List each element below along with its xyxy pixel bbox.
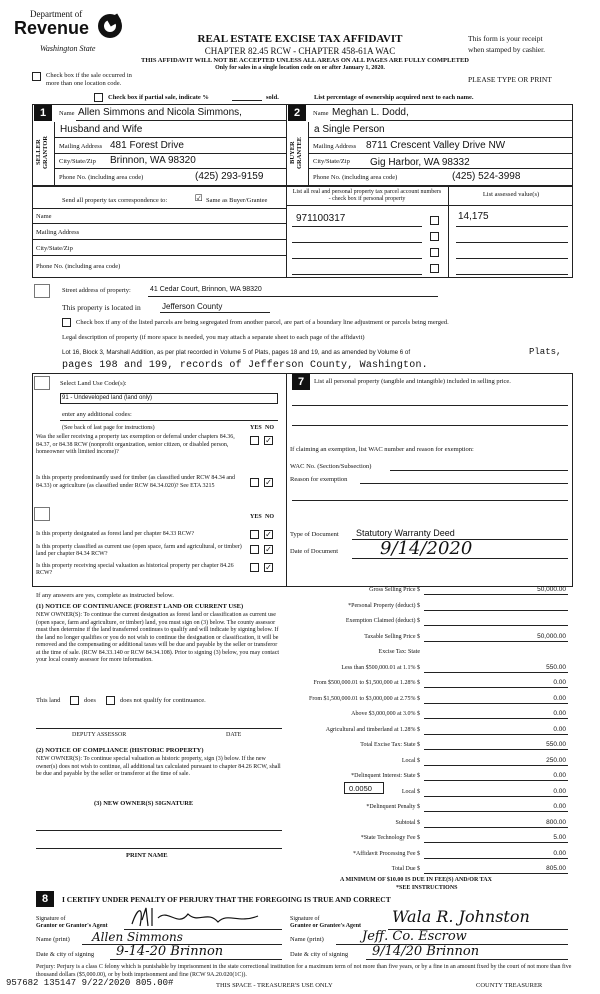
buyer-phone[interactable]: (425) 524-3998: [452, 171, 521, 182]
no-header: NO: [265, 425, 274, 431]
does-not-label: does not qualify for continuance.: [120, 697, 206, 704]
notice-2-title: (2) NOTICE OF COMPLIANCE (HISTORIC PROPERTY): [36, 747, 204, 754]
question-3: Is this property designated as forest land per chapter 84.33 RCW?: [36, 531, 195, 537]
receipt-note-2: when stamped by cashier.: [468, 45, 546, 54]
same-as-buyer-label: Same as Buyer/Grantee: [206, 197, 268, 204]
select-land-use-label: Select Land Use Code(s):: [60, 380, 127, 387]
dept-line3: Washington State: [40, 44, 96, 53]
tax-row-value[interactable]: 550.00: [546, 663, 566, 671]
correspondence-send-label: Send all property tax correspondence to:: [62, 197, 168, 204]
grantee-sig-label-2: Grantee or Grantee's Agent: [290, 923, 362, 929]
tax-row-value[interactable]: 800.00: [546, 818, 566, 826]
tax-row-label: From $500,000.01 to $1,500,000 at 1.28% $: [313, 680, 420, 686]
tax-row-value[interactable]: 0.00: [553, 725, 566, 733]
section-5-marker: [34, 376, 50, 390]
question-5: Is this property receiving special valuation as historical property per chapter 84.26 RCW?: [36, 563, 234, 576]
seller-city-label: City/State/Zip: [59, 158, 96, 165]
tax-row-value[interactable]: 0.00: [553, 710, 566, 717]
grantee-signature[interactable]: Wala R. Johnston: [392, 907, 530, 926]
notice-1-title: (1) NOTICE OF CONTINUANCE (FOREST LAND OR CURRENT USE): [36, 603, 244, 610]
doc-date[interactable]: 9/14/2020: [380, 538, 473, 559]
ownership-label: List percentage of ownership acquired next to each name.: [314, 94, 474, 101]
tax-row-value[interactable]: 550.00: [546, 741, 566, 748]
form-subtitle: CHAPTER 82.45 RCW - CHAPTER 458-61A WAC: [204, 46, 396, 56]
grantor-date-label: Date & city of signing: [36, 951, 95, 958]
segregated-checkbox[interactable]: [62, 318, 71, 327]
treasurer-use-label: THIS SPACE - TREASURER'S USE ONLY: [216, 982, 333, 989]
question-2: Is this property predominantly used for timber (as classified under RCW 84.34 and 84.33) or agriculture (as classified under RCW 84.34.020)? See ETA 3215: [36, 475, 236, 489]
seller-name-label: Name: [59, 110, 75, 117]
doc-type[interactable]: Statutory Warranty Deed: [356, 528, 455, 538]
certify-title: I CERTIFY UNDER PENALTY OF PERJURY THAT THE FOREGOING IS TRUE AND CORRECT: [62, 895, 391, 904]
assessed-header: List assessed value(s): [482, 191, 540, 198]
tax-row-value[interactable]: 0.00: [553, 694, 566, 702]
question-4: Is this property classified as current use (open space, farm and agricultural, or timber) land per chapter 84.34 RCW?: [36, 544, 242, 557]
tax-row-label: *Affidavit Processing Fee $: [352, 850, 420, 857]
grantor-name[interactable]: Allen Simmons: [92, 930, 183, 944]
sales-note: Only for sales in a single location code on or after January 1, 2020.: [215, 65, 385, 71]
grantor-name-label: Name (print): [36, 936, 70, 943]
q4-yes-checkbox[interactable]: [250, 545, 259, 554]
grantee-name-label: Name (print): [290, 936, 324, 943]
tax-row-label: *Personal Property (deduct) $: [348, 602, 420, 609]
question-1: Was the seller receiving a property tax exemption or deferral under chapters 84.36, 84.37, or 84.38 RCW (nonprofit organization, senior citizen, or disabled person, homeowner with limited income)?: [36, 434, 235, 455]
grantee-date[interactable]: 9/14/20 Brinnon: [372, 944, 480, 959]
q5-no-checkbox[interactable]: ✓: [265, 563, 272, 572]
tax-row-value[interactable]: 0.00: [553, 803, 566, 810]
partial-sale-label: Check box if partial sale, indicate %: [108, 94, 209, 101]
buyer-city[interactable]: Gig Harbor, WA 98332: [370, 157, 470, 168]
land-use-code[interactable]: 91 - Undeveloped land (land only): [62, 395, 153, 401]
grantor-signature[interactable]: [128, 904, 268, 930]
minimum-note: A MINIMUM OF $10.00 IS DUE IN FEE(S) AND/OR TAX: [340, 877, 492, 883]
dept-line1: Department of: [30, 9, 83, 19]
deputy-assessor-label: DEPUTY ASSESSOR: [72, 732, 127, 738]
tax-row-value[interactable]: 250.00: [546, 756, 566, 764]
tax-row-label: Agricultural and timberland at 1.28% $: [325, 726, 420, 733]
see-back-label: (See back of last page for instructions): [62, 425, 155, 431]
street-address[interactable]: 41 Cedar Court, Brinnon, WA 98320: [150, 286, 262, 293]
buyer-name-line2[interactable]: a Single Person: [314, 124, 385, 135]
tax-row-value[interactable]: 0.00: [553, 787, 566, 795]
local-rate[interactable]: 0.0050: [349, 784, 372, 793]
section-8-badge: 8: [36, 891, 54, 907]
doc-date-label: Date of Document: [290, 548, 339, 555]
buyer-address-label: Mailing Address: [313, 143, 357, 150]
legal-label: Legal description of property (if more space is needed, you may attach a separate sheet to each page of the affidavit): [62, 334, 365, 341]
see-instructions: *SEE INSTRUCTIONS: [396, 885, 458, 891]
buyer-address[interactable]: 8711 Crescent Valley Drive NW: [366, 140, 506, 151]
tax-row-label: Total Excise Tax: State $: [360, 742, 420, 748]
grantor-date[interactable]: 9-14-20 Brinnon: [116, 944, 224, 959]
yes-header-2: YES: [250, 514, 262, 520]
additional-codes-label: enter any additional codes:: [62, 411, 132, 418]
receipt-note-1: This form is your receipt: [468, 34, 543, 43]
seller-name-line1[interactable]: Allen Simmons and Nicola Simmons,: [78, 107, 242, 118]
new-owner-sig-label: (3) NEW OWNER(S) SIGNATURE: [94, 800, 194, 807]
no-header-2: NO: [265, 514, 274, 520]
q1-no-checkbox[interactable]: ✓: [265, 436, 272, 445]
seller-address[interactable]: 481 Forest Drive: [110, 140, 184, 151]
seller-phone[interactable]: (425) 293-9159: [195, 171, 264, 182]
parcel-header: List all real and personal property tax parcel account numbers - check box if personal property: [292, 189, 442, 202]
tax-row-label: Taxable Selling Price $: [364, 633, 420, 640]
county-treasurer-label: COUNTY TREASURER: [476, 982, 543, 989]
parcel-number[interactable]: 971100317: [296, 213, 346, 224]
grantor-sig-label-2: Grantor or Grantor's Agent: [36, 923, 108, 929]
seller-phone-label: Phone No. (including area code): [59, 174, 144, 181]
located-label: This property is located in: [62, 303, 141, 312]
q2-no-checkbox[interactable]: ✓: [265, 478, 272, 487]
grantor-sig-label-1: Signature of: [36, 916, 66, 922]
legal-line1a[interactable]: Lot 16, Block 3, Marshall Addition, as per plat recorded in Volume 5 of Plats, pages 18 and 19, and as amended by Volume 6 of: [62, 349, 411, 356]
does-not-checkbox[interactable]: [106, 696, 115, 705]
buyer-side-label: BUYER GRANTEE: [289, 136, 303, 169]
tax-row-value[interactable]: 50,000.00: [537, 632, 566, 640]
segregated-label: Check box if any of the listed parcels are being segregated from another parcel, are part of a boundary line adjustment or parcels being merged.: [76, 319, 449, 326]
grantee-date-label: Date & city of signing: [290, 951, 349, 958]
q4-no-checkbox[interactable]: ✓: [265, 545, 272, 554]
tax-row-label: Total Due $: [391, 866, 420, 872]
revenue-logo: [6, 6, 126, 56]
personal-property-label: List all personal property (tangible and intangible) included in selling price.: [314, 378, 511, 385]
tax-row-value[interactable]: 0.00: [553, 772, 566, 779]
q2-yes-checkbox[interactable]: [250, 478, 259, 487]
section-1-badge: 1: [34, 105, 52, 121]
exemption-label: If claiming an exemption, list WAC number and reason for exemption:: [290, 446, 474, 453]
section-3-marker: [34, 284, 50, 298]
legal-line1b[interactable]: Plats,: [529, 347, 562, 357]
yes-header: YES: [250, 425, 262, 431]
q3-yes-checkbox[interactable]: [250, 530, 259, 539]
seller-side-label: SELLER GRANTOR: [35, 135, 49, 170]
tax-row-value[interactable]: 50,000.00: [537, 586, 566, 593]
tax-row-label: *Delinquent Penalty $: [366, 804, 420, 810]
buyer-name-line1[interactable]: Meghan L. Dodd,: [332, 107, 409, 118]
tax-row-label: Gross Selling Price $: [369, 587, 420, 593]
tax-row-label: *Delinquent Interest: State $: [351, 773, 420, 779]
county[interactable]: Jefferson County: [162, 302, 223, 311]
reason-label: Reason for exemption: [290, 476, 348, 483]
buyer-name-label: Name: [313, 110, 329, 117]
tax-row-value[interactable]: 0.00: [553, 849, 566, 857]
tax-row-label: Subtotal $: [395, 819, 420, 826]
form-warning: THIS AFFIDAVIT WILL NOT BE ACCEPTED UNLESS ALL AREAS ON ALL PAGES ARE FULLY COMPLETED: [141, 57, 469, 64]
deputy-date-label: DATE: [226, 732, 242, 738]
tax-row-label: From $1,500,000.01 to $3,000,000 at 2.75% $: [309, 695, 420, 702]
q3-no-checkbox[interactable]: ✓: [265, 530, 272, 539]
corr-city-label: City/State/Zip: [36, 245, 73, 252]
buyer-phone-label: Phone No. (including area code): [313, 174, 398, 181]
tax-row-label: Local $: [401, 757, 420, 764]
legal-line2[interactable]: pages 198 and 199, records of Jefferson County, Washington.: [62, 360, 428, 371]
tax-row-label: Local $: [401, 788, 420, 795]
this-land-label: This land: [36, 697, 61, 704]
type-or-print: PLEASE TYPE OR PRINT: [468, 75, 552, 84]
notice-2-body: NEW OWNER(S): To continue special valuation as historic property, sign (3) below. If the new owner(s) does not wish to continue, all additional tax calculated pursuant to chapter 84.26 RCW, shall be due and payable by the seller or transferor at the time of sale.: [36, 756, 281, 777]
print-name-label: PRINT NAME: [126, 852, 168, 859]
partial-sale-sold: sold.: [266, 94, 279, 101]
corr-phone-label: Phone No. (including area code): [36, 263, 121, 270]
section-7-badge: 7: [292, 374, 310, 390]
q5-yes-checkbox[interactable]: [250, 563, 259, 572]
street-label: Street address of property:: [62, 287, 131, 294]
tax-row-label: Above $3,000,000 at 3.0% $: [351, 711, 420, 717]
seller-address-label: Mailing Address: [59, 143, 103, 150]
corr-name-label: Name: [36, 213, 52, 220]
section-6-marker: [34, 507, 50, 521]
partial-sale-checkbox[interactable]: [94, 93, 103, 102]
does-checkbox[interactable]: [70, 696, 79, 705]
notice-1-body: NEW OWNER(S): To continue the current designation as forest land or classification as current use (open space, farm and agriculture, or timber) land, you must sign on (3) below. The county assessor must then determine if the land transferred continues to qualify and will indicate by signing below. If the land no longer qualifies or you do not wish to continue the designation or classification, it will be removed and the compensating or additional taxes will be due and payable by the seller or transferor at the time of sale. (RCW 84.33.140 or RCW 84.34.108). Prior to signing (3) below, you may contact your local county assessor for more information.: [36, 612, 280, 663]
perjury-note: Perjury: Perjury is a class C felony which is punishable by imprisonment in the state correctional institution for a maximum term of not more than five years, or by a fine in an amount fixed by the court of not more than five thousand dollars ($5,000.00), or by both imprisonment and fine (RCW 9A.20.020(1C)).: [36, 964, 572, 978]
tax-row-label: Excise Tax: State: [378, 649, 420, 655]
seller-city[interactable]: Brinnon, WA 98320: [110, 155, 196, 166]
parcel-4-personal-checkbox[interactable]: [430, 264, 439, 273]
does-label: does: [84, 697, 96, 704]
tax-row-value[interactable]: 805.00: [546, 865, 566, 872]
form-title: REAL ESTATE EXCISE TAX AFFIDAVIT: [197, 33, 403, 45]
multi-location-checkbox[interactable]: [32, 72, 41, 81]
recording-stamp: 957682 135147 9/22/2020 805.00#: [6, 978, 174, 988]
multi-location-label: Check box if the sale occurred in more than one location code.: [46, 72, 132, 87]
grantee-sig-label-1: Signature of: [290, 916, 320, 922]
parcel-1-personal-checkbox[interactable]: [430, 216, 439, 225]
wac-label: WAC No. (Section/Subsection): [290, 463, 372, 470]
section-2-badge: 2: [288, 105, 306, 121]
tax-row-label: Less than $500,000.01 at 1.1% $: [341, 664, 420, 671]
assessed-value[interactable]: 14,175: [458, 211, 489, 222]
parcel-2-personal-checkbox[interactable]: [430, 232, 439, 241]
grantee-name[interactable]: Jeff. Co. Escrow: [362, 929, 467, 944]
tax-row-value[interactable]: 5.00: [553, 834, 566, 841]
buyer-city-label: City/State/Zip: [313, 158, 350, 165]
if-yes-note: If any answers are yes, complete as instructed below.: [36, 592, 174, 599]
tax-row-label: *State Technology Fee $: [360, 835, 420, 841]
tax-row-label: Exemption Claimed (deduct) $: [345, 618, 420, 624]
seller-name-line2[interactable]: Husband and Wife: [60, 124, 143, 135]
tax-row-value[interactable]: 0.00: [553, 679, 566, 686]
corr-address-label: Mailing Address: [36, 229, 80, 236]
q1-yes-checkbox[interactable]: [250, 436, 259, 445]
same-as-buyer-checkbox[interactable]: ☑: [194, 194, 203, 204]
revenue-swirl-icon: [98, 14, 122, 38]
dept-line2: Revenue: [14, 18, 90, 38]
doc-type-label: Type of Document: [290, 531, 339, 538]
parcel-3-personal-checkbox[interactable]: [430, 248, 439, 257]
